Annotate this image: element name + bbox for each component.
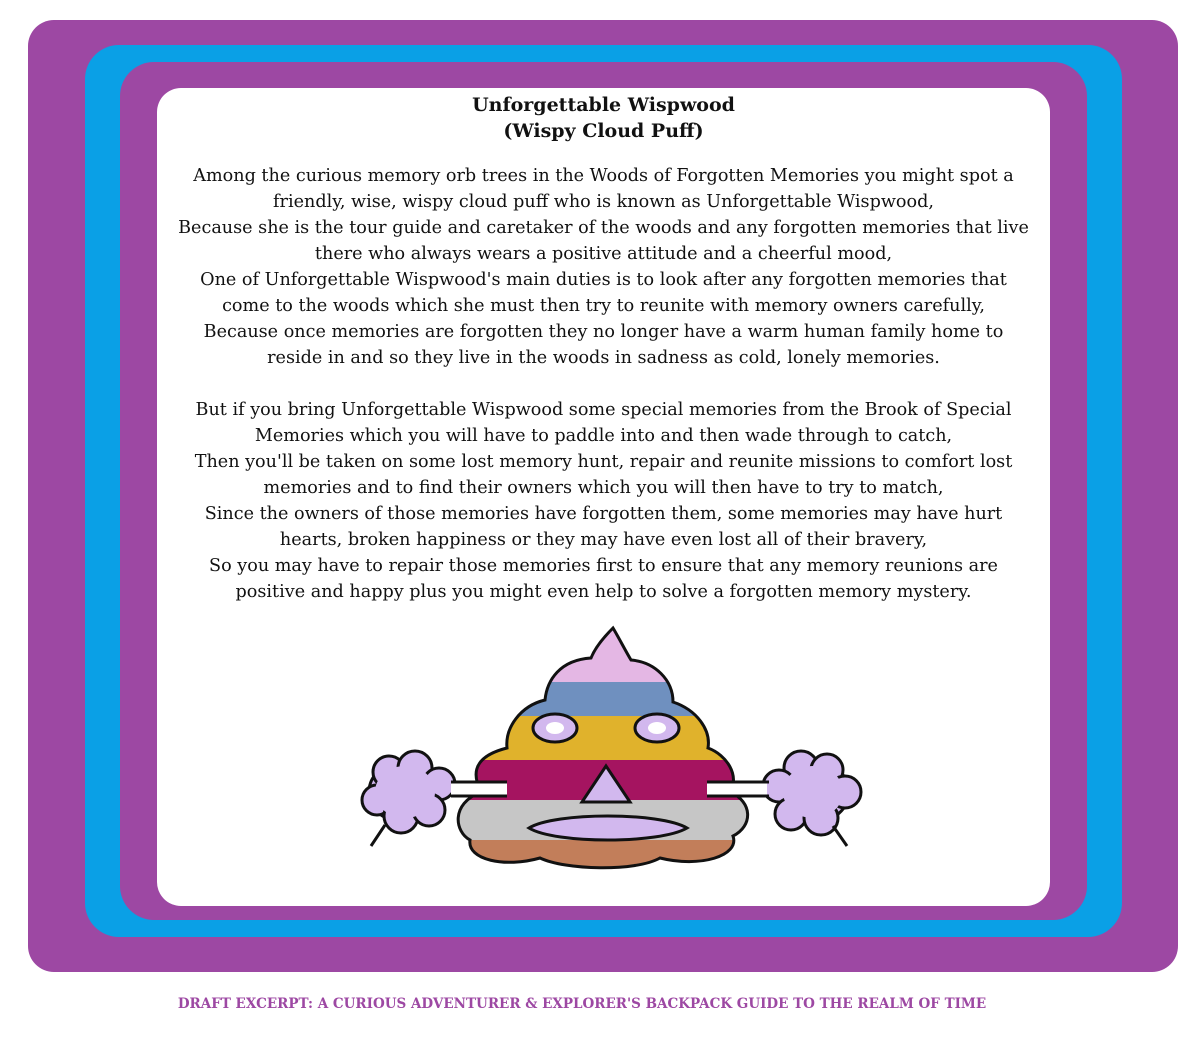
story-paragraph: Then you'll be taken on some lost memory hunt, repair and reunite missions to comfort lost memories and to find their owners which you will then have to try to match, xyxy=(194,452,1013,498)
paragraph-gap xyxy=(175,371,1032,397)
story-paragraph: Among the curious memory orb trees in the Woods of Forgotten Memories you might spot a friendly, wise, wispy cloud puff who is known as Unforgettable Wispwood, xyxy=(193,166,1014,212)
title-name: Unforgettable Wispwood xyxy=(472,94,735,116)
story-paragraph: So you may have to repair those memories first to ensure that any memory reunions are positive and happy plus you might even help to solve a forgotten memory mystery. xyxy=(209,556,998,602)
story-paragraph: Because she is the tour guide and caretaker of the woods and any forgotten memories that live there who always wears a positive attitude and a cheerful mood, xyxy=(178,218,1029,264)
story-text xyxy=(175,163,1032,605)
right-wisp-puff xyxy=(763,751,861,846)
story-paragraph: One of Unforgettable Wispwood's main duties is to look after any forgotten memories that come to the woods which she must then try to reunite with memory owners carefully, xyxy=(200,270,1007,316)
wispwood-cloud-puff-illustration xyxy=(355,620,865,880)
page-title xyxy=(157,92,1050,144)
draft-excerpt-footer: DRAFT EXCERPT: A CURIOUS ADVENTURER & EXPLORER'S BACKPACK GUIDE TO THE REALM OF TIME xyxy=(177,996,987,1012)
story-paragraph: Because once memories are forgotten they no longer have a warm human family home to reside in and so they live in the woods in sadness as cold, lonely memories. xyxy=(203,322,1004,368)
left-wisp-puff xyxy=(362,751,455,846)
story-paragraph: Since the owners of those memories have forgotten them, some memories may have hurt hearts, broken happiness or they may have even lost all of their bravery, xyxy=(204,504,1003,550)
story-paragraph: But if you bring Unforgettable Wispwood some special memories from the Brook of Special Memories which you will have to paddle into and then wade through to catch, xyxy=(195,400,1012,446)
title-subtitle: (Wispy Cloud Puff) xyxy=(503,120,704,142)
